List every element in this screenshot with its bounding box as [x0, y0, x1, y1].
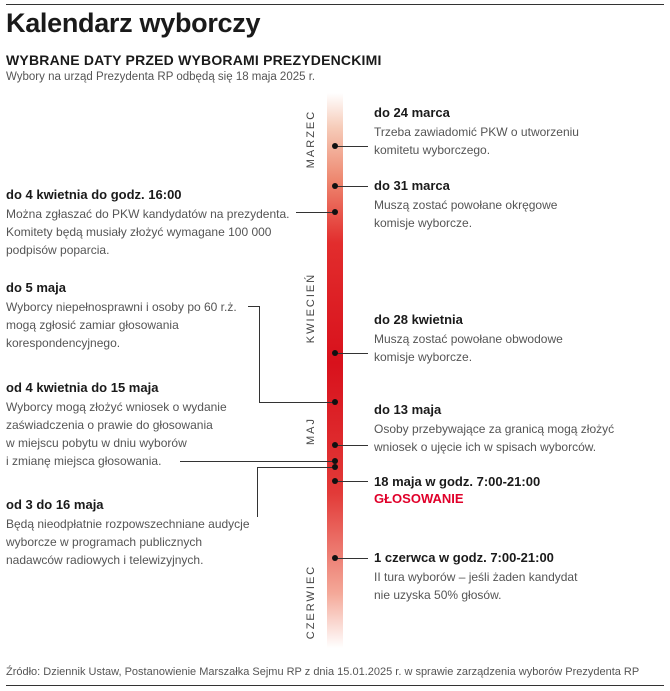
event-text: Muszą zostać powołane okręgowe [374, 198, 558, 212]
connector-line [257, 467, 334, 468]
event-text: korespondencyjnego. [6, 336, 121, 350]
event-text: komisje wyborcze. [374, 216, 473, 230]
event-text: Będą nieodpłatnie rozpowszechniane audycje [6, 517, 250, 531]
timeline-dot [332, 464, 338, 470]
event-date: 18 maja w godz. 7:00-21:00 [374, 474, 541, 489]
timeline-bar [327, 93, 343, 648]
timeline-dot [332, 399, 338, 405]
connector-line [336, 146, 368, 147]
connector-line [336, 558, 368, 559]
event-text: Wyborcy niepełnosprawni i osoby po 60 r.ż. [6, 300, 237, 314]
event-date: do 13 maja [374, 402, 442, 417]
event-text: wniosek o ujęcie ich w spisach wyborców. [374, 440, 597, 454]
timeline-dot [332, 555, 338, 561]
month-label-april: KWIECIEŃ [305, 272, 317, 344]
event-date: od 4 kwietnia do 15 maja [6, 380, 159, 395]
connector-line [336, 445, 368, 446]
event-text: Muszą zostać powołane obwodowe [374, 332, 563, 346]
month-label-march: MARZEC [305, 109, 317, 169]
page-subtitle: WYBRANE DATY PRZED WYBORAMI PREZYDENCKIMI [6, 52, 382, 68]
connector-line [180, 461, 334, 462]
event-date: 1 czerwca w godz. 7:00-21:00 [374, 550, 554, 565]
source-note: Źródło: Dziennik Ustaw, Postanowienie Marszałka Sejmu RP z dnia 15.01.2025 r. w sprawie zarządzenia wyborów Prezydenta RP [6, 666, 640, 678]
event-text: Można zgłaszać do PKW kandydatów na prezydenta. [6, 207, 290, 221]
connector-line [336, 481, 368, 482]
month-label-june: CZERWIEC [305, 564, 317, 640]
timeline-dot [332, 143, 338, 149]
event-date: do 5 maja [6, 280, 66, 295]
event-text: nie uzyska 50% głosów. [374, 588, 502, 602]
event-text: nadawców radiowych i telewizyjnych. [6, 553, 204, 567]
event-date: do 31 marca [374, 178, 450, 193]
event-text: komitetu wyborczego. [374, 143, 491, 157]
election-note: Wybory na urząd Prezydenta RP odbędą się 18 maja 2025 r. [6, 71, 316, 83]
event-date: do 4 kwietnia do godz. 16:00 [6, 187, 182, 202]
top-rule [6, 4, 664, 5]
connector-line [257, 467, 258, 517]
event-text: mogą zgłosić zamiar głosowania [6, 318, 179, 332]
event-date: do 28 kwietnia [374, 312, 463, 327]
event-text: Wyborcy mogą złożyć wniosek o wydanie [6, 400, 227, 414]
event-text: w miejscu pobytu w dniu wyborów [6, 436, 187, 450]
event-text: II tura wyborów – jeśli żaden kandydat [374, 570, 578, 584]
event-text: Trzeba zawiadomić PKW o utworzeniu [374, 125, 579, 139]
timeline-dot [332, 350, 338, 356]
event-text: Komitety będą musiały złożyć wymagane 100 000 [6, 225, 272, 239]
event-text: komisje wyborcze. [374, 350, 473, 364]
event-text: zaświadczenia o prawie do głosowania [6, 418, 213, 432]
event-text: i zmianę miejsca głosowania. [6, 454, 162, 468]
month-label-may: MAJ [305, 417, 317, 445]
event-text: Osoby przebywające za granicą mogą złożyć [374, 422, 615, 436]
event-text: podpisów poparcia. [6, 243, 110, 257]
timeline-dot [332, 209, 338, 215]
event-date: od 3 do 16 maja [6, 497, 104, 512]
bottom-rule [6, 685, 664, 686]
page-title: Kalendarz wyborczy [6, 8, 261, 38]
connector-line [296, 212, 334, 213]
timeline-dot [332, 183, 338, 189]
event-text: wyborcze w programach publicznych [6, 535, 203, 549]
voting-label: GŁOSOWANIE [374, 491, 464, 506]
connector-line [259, 306, 260, 403]
connector-line [336, 186, 368, 187]
timeline-dot [332, 442, 338, 448]
event-date: do 24 marca [374, 105, 450, 120]
connector-line [336, 353, 368, 354]
timeline-dot [332, 478, 338, 484]
connector-line [259, 402, 334, 403]
